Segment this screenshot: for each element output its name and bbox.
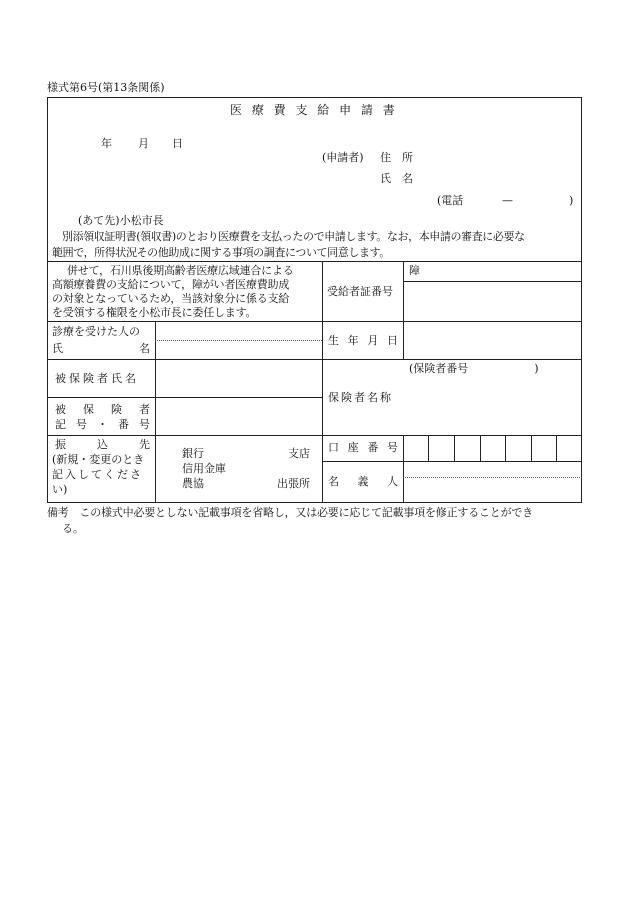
label-char: 口	[328, 441, 339, 454]
label-char: 保	[83, 403, 94, 416]
insured-symbol-label-line1	[55, 403, 150, 417]
grid-line	[428, 435, 429, 461]
birth-date-label	[328, 334, 398, 348]
grid-line	[403, 281, 582, 282]
transfer-label-line4: い)	[52, 483, 68, 496]
dotted-line	[403, 477, 582, 478]
delegation-line: 併せて，石川県後期高齢者医療広域連合による	[67, 264, 294, 277]
label-char: 義	[357, 475, 369, 488]
grid-line	[403, 435, 404, 503]
phone-close: )	[569, 194, 574, 207]
form-number: 様式第6号(第13条関係)	[47, 81, 165, 94]
insured-name-label: 被保険者氏名	[55, 372, 139, 385]
label-char: 込	[97, 438, 108, 451]
delegation-line: 高額療養費の支給について，障がい者医療費助成	[52, 278, 290, 291]
label-char: 生	[328, 334, 339, 347]
date-day: 日	[172, 137, 183, 150]
label-char: 年	[347, 334, 359, 347]
label-char: 番	[367, 441, 379, 454]
grid-line	[47, 261, 582, 262]
label-char: 号	[139, 418, 150, 431]
statement-line: 別添領収証明書(領収書)のとおり医療費を支払ったので申請します。なお，本申請の審査に必要な	[62, 230, 525, 243]
label-char: 月	[367, 334, 379, 347]
label-char: 号	[386, 441, 398, 454]
patient-label-line2	[52, 342, 150, 356]
label-char: 険	[111, 403, 122, 416]
transfer-label-line3: 記入してくださ	[52, 468, 143, 481]
note-line: 備考 この様式中必要としない記載事項を省略し，又は必要に応じて記載事項を修正することができ	[47, 506, 533, 519]
label-char: 座	[347, 441, 359, 454]
note-line: る。	[62, 522, 84, 535]
transfer-label-line1	[55, 438, 150, 452]
label-char: 番	[118, 418, 129, 431]
grid-line	[155, 321, 156, 503]
applicant-address-label: 住 所	[380, 151, 413, 164]
grid-line	[454, 435, 455, 461]
patient-label-line1: 診療を受けた人の	[52, 325, 140, 338]
bank-label: 銀行	[182, 447, 204, 460]
noukyou-label: 農協	[182, 477, 204, 490]
label-char: 振	[55, 438, 66, 451]
grid-line	[47, 397, 322, 398]
date-month: 月	[138, 137, 149, 150]
recipient-number-prefix: 障	[409, 264, 420, 277]
label-char: 号	[76, 418, 87, 431]
phone-open: (電話	[437, 194, 464, 207]
label-char: 名	[328, 475, 339, 488]
form-title: 医 療 費 支 給 申 請 書	[230, 103, 398, 117]
account-holder-label	[328, 475, 398, 489]
applicant-name-label: 氏 名	[380, 172, 413, 185]
dotted-line	[155, 340, 322, 341]
recipient-number-label: 受給者証番号	[327, 285, 393, 298]
insurer-number-label: (保険者番号 )	[409, 362, 539, 375]
grid-line	[403, 261, 404, 359]
grid-line	[531, 435, 532, 461]
grid-line	[47, 435, 582, 436]
label-char: 氏	[52, 342, 63, 355]
grid-line	[556, 435, 557, 461]
grid-line	[322, 261, 323, 503]
addressee: (あて先)小松市長	[78, 214, 164, 227]
label-char: 記	[55, 418, 66, 431]
branch-label: 支店	[288, 447, 310, 460]
label-char: 被	[55, 403, 66, 416]
statement-line: 範囲で，所得状況その他助成に関する事項の調査について同意します。	[52, 246, 390, 259]
label-char: 名	[139, 342, 150, 355]
grid-line	[480, 435, 481, 461]
grid-line	[47, 359, 582, 360]
shinkin-label: 信用金庫	[182, 462, 226, 475]
phone-dash: —	[502, 194, 513, 207]
delegation-line: の対象となっているため，当該対象分に係る支給	[52, 292, 290, 305]
label-char: 人	[387, 475, 398, 488]
grid-line	[505, 435, 506, 461]
insurer-name-label: 保険者名称	[328, 391, 393, 404]
label-char: 日	[386, 334, 398, 347]
office-label: 出張所	[277, 477, 310, 490]
account-number-label	[328, 441, 398, 455]
delegation-line: を受領する権限を小松市長に委任します。	[52, 306, 257, 319]
date-year: 年	[101, 137, 112, 150]
applicant-label: (申請者)	[322, 151, 364, 164]
label-char: 先	[139, 438, 150, 451]
label-char: 者	[139, 403, 150, 416]
transfer-label-line2: (新規・変更のとき	[52, 453, 145, 466]
insured-symbol-label-line2	[55, 418, 150, 432]
label-char: ・	[97, 418, 108, 431]
grid-line	[47, 321, 582, 322]
grid-line	[322, 461, 582, 462]
